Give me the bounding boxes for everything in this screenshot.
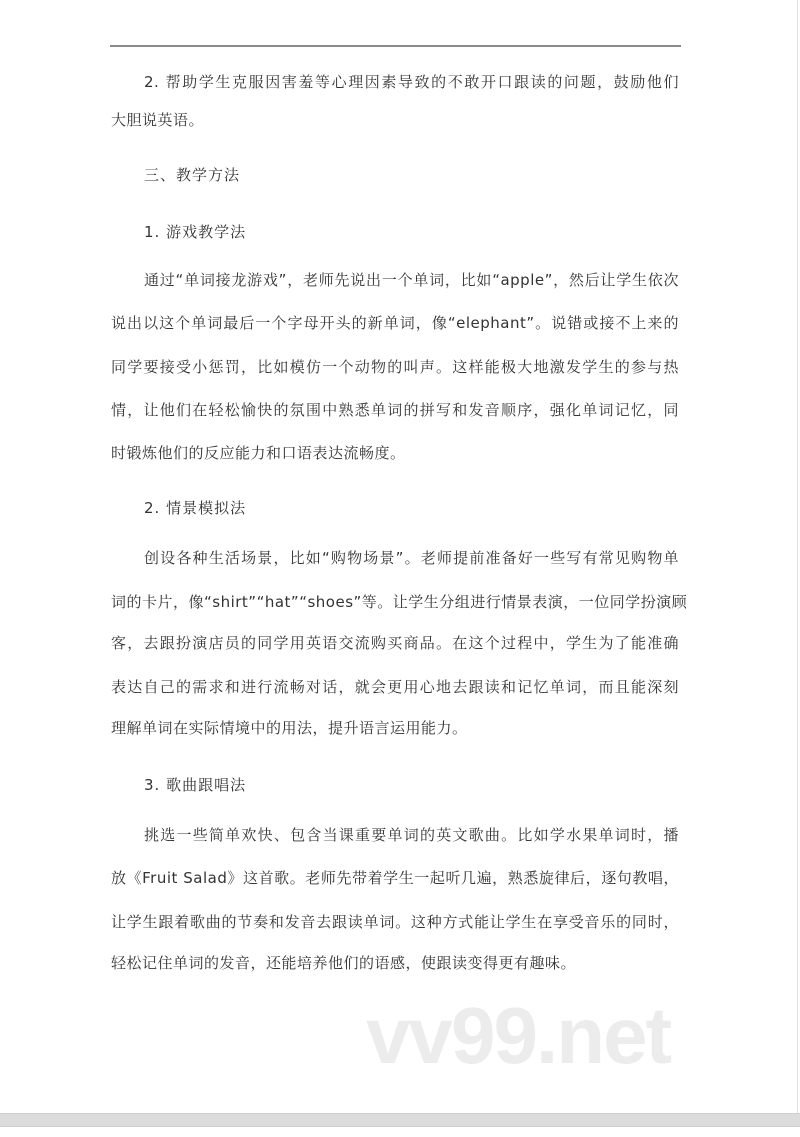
paragraph-line: 挑选一些简单欢快、包含当课重要单词的英文歌曲。比如学水果单词时，播: [144, 826, 679, 844]
section-heading: 三、教学方法: [144, 166, 241, 184]
paragraph-line: 情，让他们在轻松愉快的氛围中熟悉单词的拼写和发音顺序，强化单词记忆，同: [111, 401, 679, 419]
paragraph-line: 客，去跟扮演店员的同学用英语交流购买商品。在这个过程中，学生为了能准确: [111, 634, 679, 652]
header-rule: [110, 45, 681, 47]
paragraph-line: 同学要接受小惩罚，比如模仿一个动物的叫声。这样能极大地激发学生的参与热: [111, 358, 679, 376]
paragraph-line: 大胆说英语。: [111, 111, 205, 129]
watermark: vv99.net: [366, 991, 671, 1080]
paragraph-line: 放《Fruit Salad》这首歌。老师先带着学生一起听几遍，熟悉旋律后，逐句教唱，: [111, 869, 679, 887]
paragraph-line: 词的卡片，像“shirt”“hat”“shoes”等。让学生分组进行情景表演，一位同学扮演顾: [111, 593, 688, 611]
method-heading-1: 1. 游戏教学法: [144, 223, 247, 241]
paragraph-line: 通过“单词接龙游戏”，老师先说出一个单词，比如“apple”，然后让学生依次: [144, 271, 679, 289]
paragraph-line: 轻松记住单词的发音，还能培养他们的语感，使跟读变得更有趣味。: [111, 954, 577, 972]
paragraph-line: 让学生跟着歌曲的节奏和发音去跟读单词。这种方式能让学生在享受音乐的同时，: [111, 913, 679, 931]
paragraph-line: 表达自己的需求和进行流畅对话，就会更用心地去跟读和记忆单词，而且能深刻: [111, 678, 679, 696]
page-separator-bar: [0, 1113, 800, 1127]
method-heading-3: 3. 歌曲跟唱法: [144, 776, 247, 794]
paragraph-line: 说出以这个单词最后一个字母开头的新单词，像“elephant”。说错或接不上来的: [111, 314, 679, 332]
paragraph-line: 创设各种生活场景，比如“购物场景”。老师提前准备好一些写有常见购物单: [144, 549, 679, 567]
method-heading-2: 2. 情景模拟法: [144, 499, 247, 517]
paragraph-line: 2. 帮助学生克服因害羞等心理因素导致的不敢开口跟读的问题，鼓励他们: [144, 73, 679, 91]
paragraph-line: 时锻炼他们的反应能力和口语表达流畅度。: [111, 444, 406, 462]
page-edge: [797, 0, 798, 1113]
paragraph-line: 理解单词在实际情境中的用法，提升语言运用能力。: [111, 719, 468, 737]
